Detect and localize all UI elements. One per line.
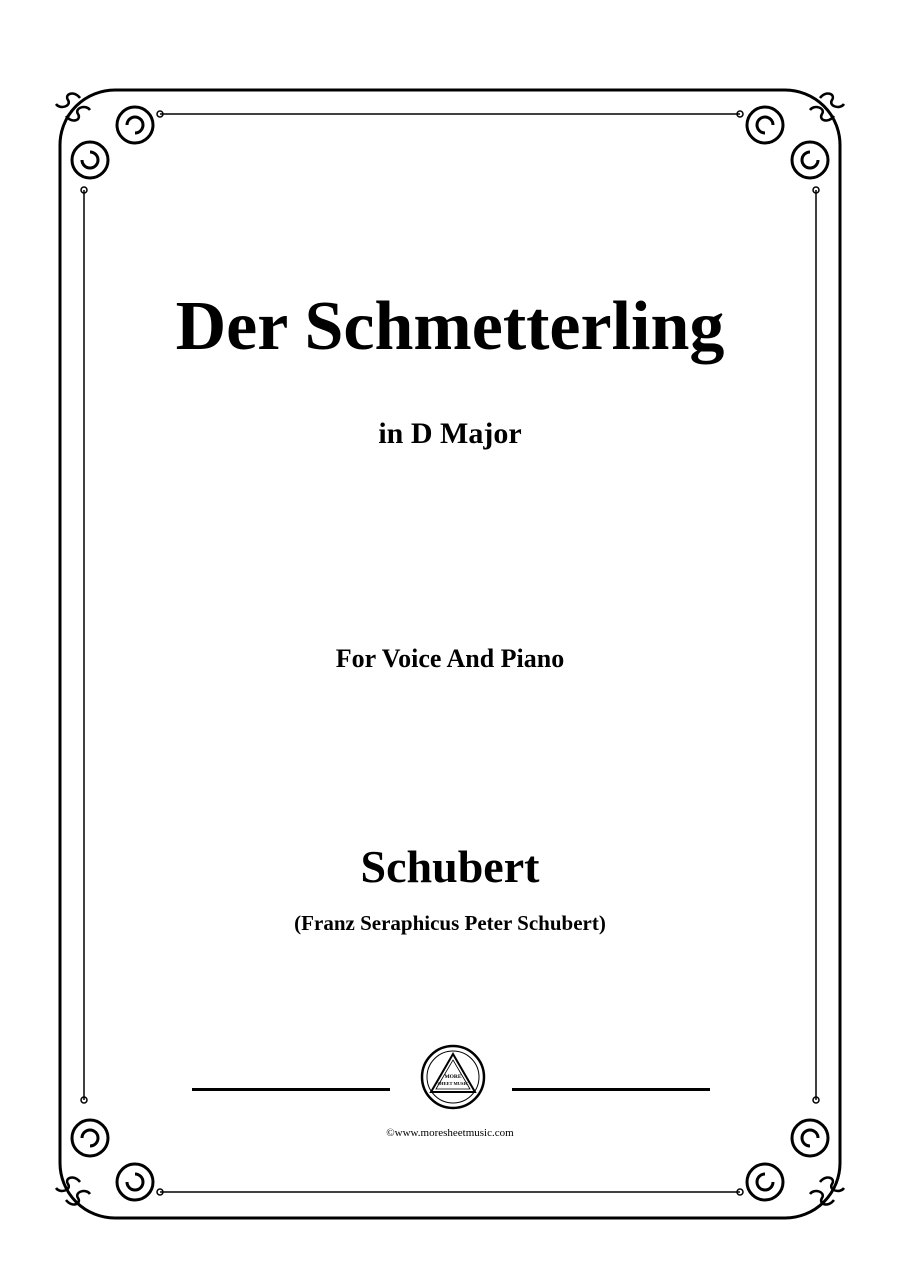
instrumentation-label: For Voice And Piano (335, 644, 565, 673)
website-url: ©www.moresheetmusic.com (386, 1127, 514, 1139)
publisher-logo (420, 1044, 486, 1110)
score-title: Der Schmetterling (175, 288, 725, 365)
divider-right (512, 1088, 710, 1091)
divider-left (192, 1088, 390, 1091)
composer-name: Schubert (360, 841, 540, 892)
key-signature-label: in D Major (378, 417, 522, 450)
corner-scroll-bottom-left (72, 1097, 163, 1200)
corner-scroll-top-left (72, 107, 163, 193)
logo-line2: SHEET MUSIC (437, 1081, 469, 1086)
triangle-seal-icon (431, 1054, 475, 1092)
composer-full-name: (Franz Seraphicus Peter Schubert) (294, 911, 606, 935)
corner-scroll-top-right (737, 107, 828, 193)
corner-scroll-bottom-right (737, 1097, 828, 1200)
logo-line1: MORE (444, 1074, 462, 1080)
